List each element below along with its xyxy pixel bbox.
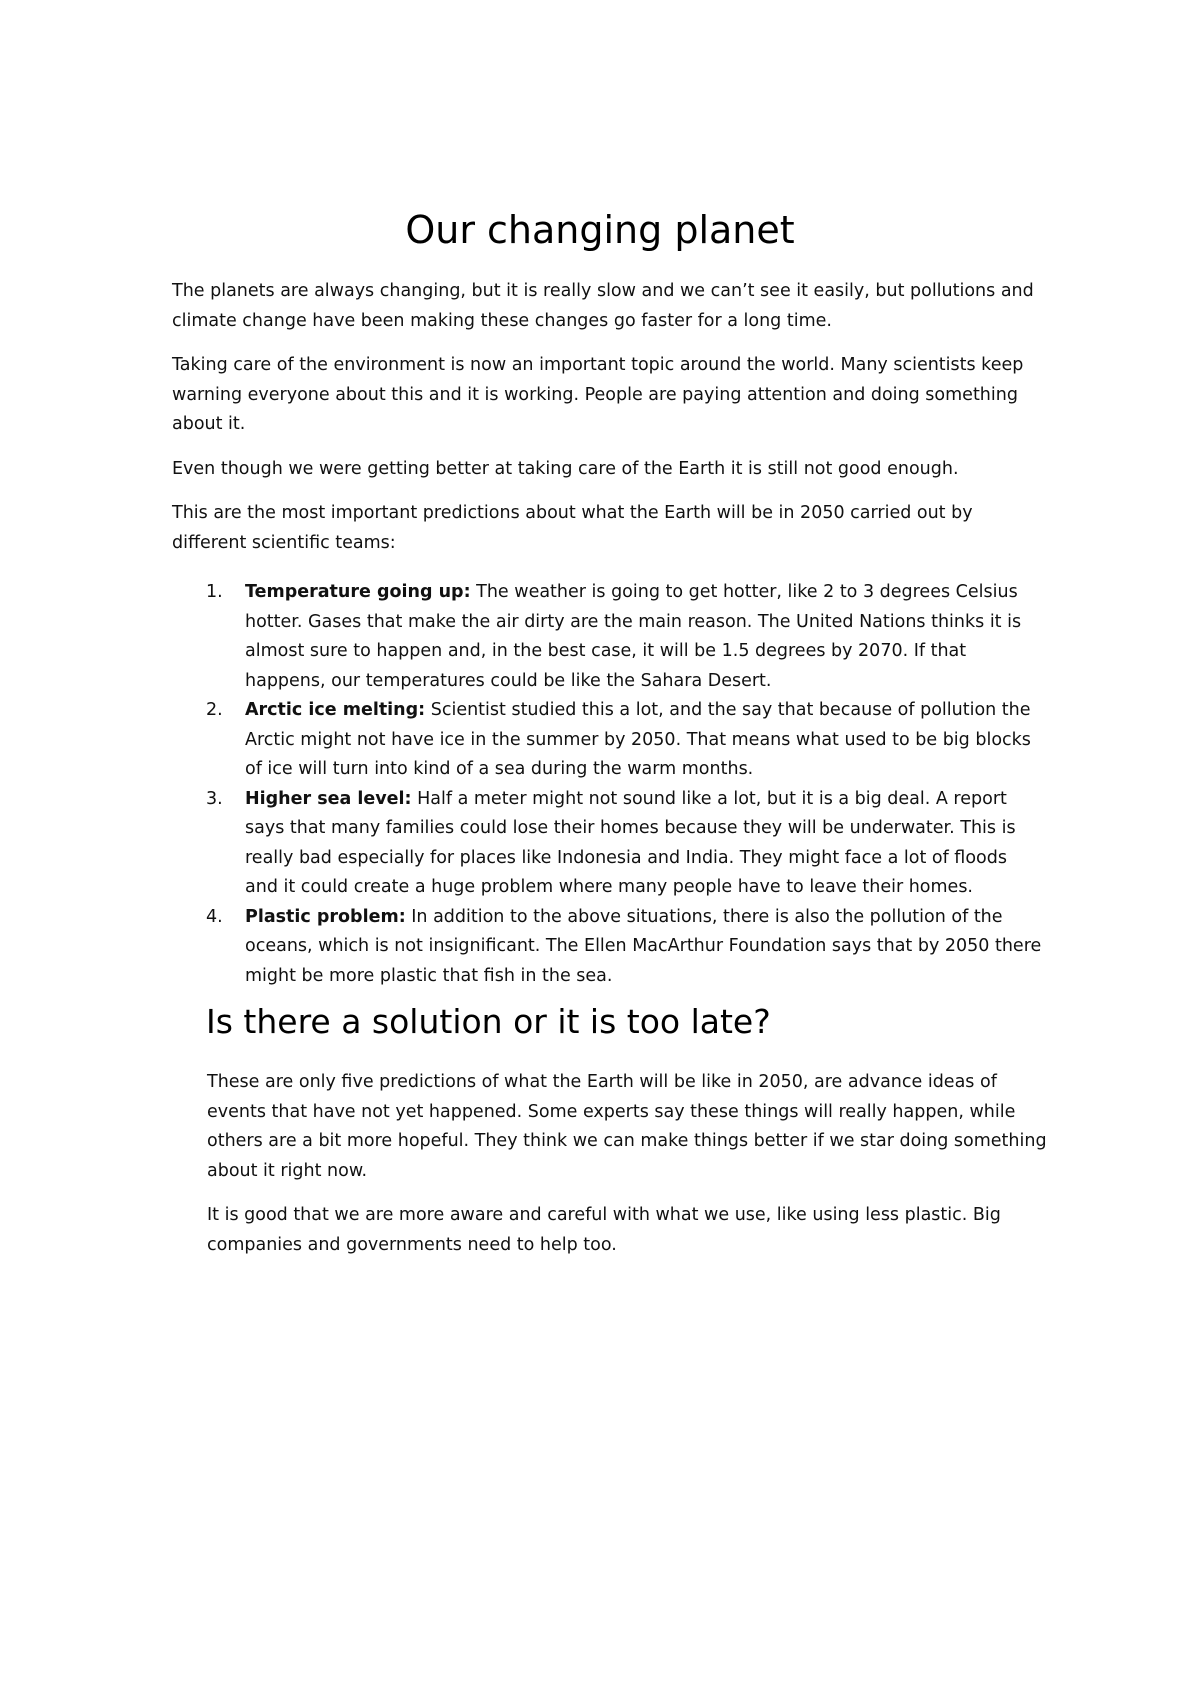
prediction-item — [172, 903, 1042, 992]
prediction-item — [172, 578, 1042, 696]
intro-paragraph: This are the most important predictions about what the Earth will be in 2050 carried out by different scientific teams: — [172, 503, 973, 553]
intro-paragraph: Even though we were getting better at taking care of the Earth it is still not good enough. — [172, 458, 959, 479]
prediction-text: The weather is going to get hotter, like 2 to 3 degrees Celsius hotter. Gases that make the air dirty are the main reason. The United Nations thinks it is almost sure to happen and, in the best case, it will be 1.5 degrees by 2070. If that happens, our temperatures could be like the Sahara Desert. — [245, 582, 1022, 691]
prediction-term: Arctic ice melting: — [245, 700, 426, 720]
closing-paragraph: These are only five predictions of what the Earth will be like in 2050, are advance ideas of events that have not yet happened. Some experts say these things will really happen, while others are a bit more hopeful. They think we can make things better if we star doing something about it right now. — [207, 1072, 1047, 1181]
list-number: 1. — [206, 582, 223, 602]
prediction-text: Scientist studied this a lot, and the say that because of pollution the Arctic might not have ice in the summer by 2050. That means what used to be big blocks of ice will turn into kind of a sea during the warm months. — [245, 700, 1031, 779]
prediction-term: Temperature going up: — [245, 582, 471, 602]
closing-paragraph: It is good that we are more aware and careful with what we use, like using less plastic. Big companies and governments need to help too. — [207, 1205, 1001, 1255]
list-number: 2. — [206, 700, 223, 720]
list-number: 3. — [206, 788, 223, 809]
prediction-text: In addition to the above situations, there is also the pollution of the oceans, which is not insignificant. The Ellen MacArthur Foundation says that by 2050 there might be more plastic that fish in the sea. — [245, 906, 1042, 986]
prediction-item — [172, 785, 1042, 903]
document-title: Our changing planet — [405, 208, 795, 252]
list-number: 4. — [206, 906, 223, 927]
prediction-term: Higher sea level: — [245, 788, 412, 809]
intro-section — [172, 277, 1042, 573]
intro-paragraph: The planets are always changing, but it is really slow and we can’t see it easily, but pollutions and climate change have been making these changes go faster for a long time. — [172, 281, 1034, 331]
prediction-text: Half a meter might not sound like a lot, but it is a big deal. A report says that many families could lose their homes because they will be underwater. This is really bad especially for places like Indonesia and India. They might face a lot of floods and it could create a huge problem where many people have to leave their homes. — [245, 788, 1016, 897]
closing-section — [207, 1068, 1052, 1275]
intro-paragraph: Taking care of the environment is now an important topic around the world. Many scientists keep warning everyone about this and it is working. People are paying attention and doing something about it. — [172, 355, 1024, 434]
predictions-list — [172, 578, 1042, 991]
prediction-item — [172, 696, 1042, 785]
prediction-term: Plastic problem: — [245, 906, 406, 927]
section-heading: Is there a solution or it is too late? — [206, 1002, 771, 1041]
